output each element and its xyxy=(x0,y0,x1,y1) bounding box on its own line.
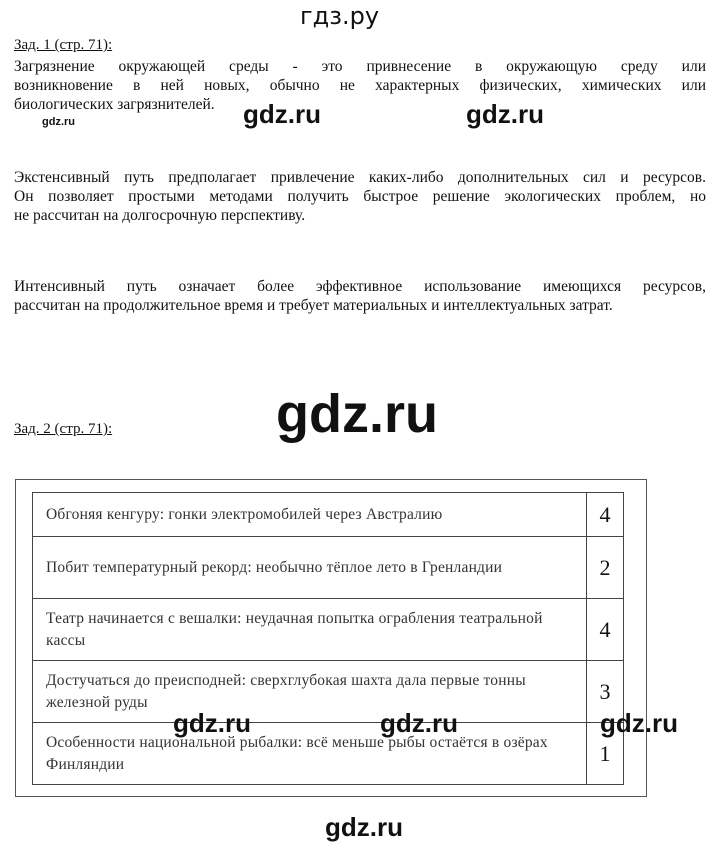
para1-line-1: Загрязнение окружающей среды - это привнесение в окружающую среду или xyxy=(14,58,706,75)
headline-text: Обгоняя кенгуру: гонки электромобилей через Австралию xyxy=(33,493,587,537)
para1-line-2: возникновение в ней новых, обычно не характерных физических, химических или xyxy=(14,77,706,94)
answer-number: 1 xyxy=(587,723,624,785)
headline-text: Побит температурный рекорд: необычно тёплое лето в Гренландии xyxy=(33,537,587,599)
para2-line-3: не рассчитан на долгосрочную перспективу. xyxy=(14,207,306,224)
task1-paragraph-3 xyxy=(14,277,706,315)
para3-line-2: рассчитан на продолжительное время и требует материальных и интеллектуальных затрат. xyxy=(14,297,613,314)
watermark-large: gdz.ru xyxy=(276,384,438,444)
answer-table xyxy=(32,492,624,785)
answer-table-frame xyxy=(15,479,647,797)
table-row xyxy=(33,493,624,537)
table-row xyxy=(33,723,624,785)
task1-paragraph-2 xyxy=(14,168,706,225)
table-row xyxy=(33,599,624,661)
watermark-4: gdz.ru xyxy=(380,708,458,738)
para2-line-2: Он позволяет простыми методами получить быстрое решение экологических проблем, но xyxy=(14,188,706,205)
watermark-2: gdz.ru xyxy=(466,99,544,129)
watermark-small: gdz.ru xyxy=(42,116,75,128)
headline-text: Театр начинается с вешалки: неудачная попытка ограбления театральной кассы xyxy=(33,599,587,661)
table-row xyxy=(33,537,624,599)
answer-number: 4 xyxy=(587,599,624,661)
watermark-1: gdz.ru xyxy=(243,99,321,129)
headline-text: Достучаться до преисподней: сверхглубокая шахта дала первые тонны железной руды xyxy=(33,661,587,723)
task1-heading: Зад. 1 (стр. 71): xyxy=(14,37,113,53)
watermark-bottom: gdz.ru xyxy=(325,812,403,842)
answer-number: 2 xyxy=(587,537,624,599)
para3-line-1: Интенсивный путь означает более эффективное использование имеющихся ресурсов, xyxy=(14,278,706,295)
answer-number: 4 xyxy=(587,493,624,537)
task2-heading: Зад. 2 (стр. 71): xyxy=(14,421,113,437)
para2-line-1: Экстенсивный путь предполагает привлечение каких-либо дополнительных сил и ресурсов. xyxy=(14,169,706,186)
para1-line-3: биологических загрязнителей. xyxy=(14,96,215,113)
table-row xyxy=(33,661,624,723)
headline-text: Особенности национальной рыбалки: всё меньше рыбы остаётся в озёрах Финляндии xyxy=(33,723,587,785)
site-title: гдз.ру xyxy=(300,2,380,30)
watermark-3: gdz.ru xyxy=(173,708,251,738)
task1-paragraph-1 xyxy=(14,57,706,114)
watermark-5: gdz.ru xyxy=(600,708,678,738)
answer-number: 3 xyxy=(587,661,624,723)
